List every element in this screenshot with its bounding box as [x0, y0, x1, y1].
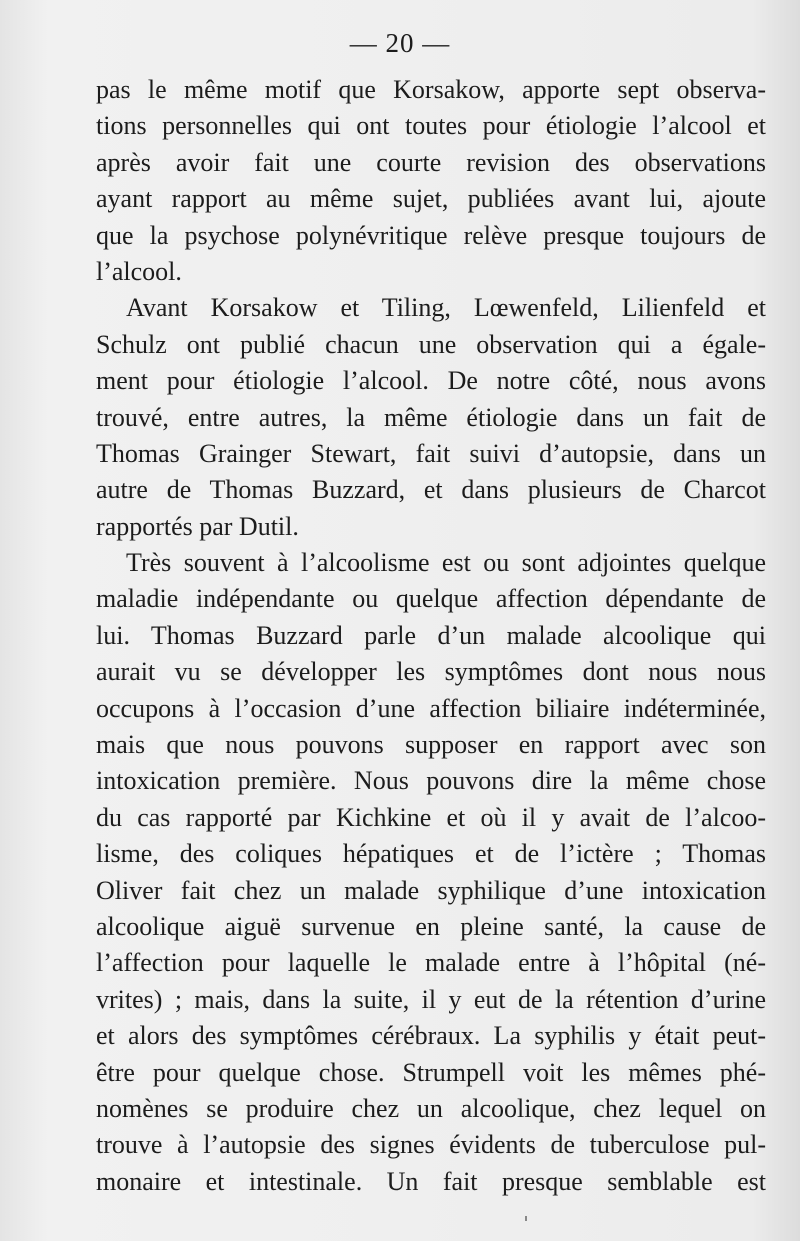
- text-line: et alors des symptômes cérébraux. La syphilis y était peut-: [96, 1021, 766, 1051]
- text-line: lisme, des coliques hépatiques et de l’ictère ; Thomas: [96, 839, 766, 869]
- text-line: Thomas Grainger Stewart, fait suivi d’autopsie, dans un: [96, 438, 766, 468]
- text-line: lui. Thomas Buzzard parle d’un malade alcoolique qui: [96, 620, 766, 650]
- text-line: tions personnelles qui ont toutes pour étiologie l’alcool et: [96, 111, 766, 141]
- body-text: [96, 72, 766, 1200]
- text-line: occupons à l’occasion d’une affection biliaire indéterminée,: [96, 693, 766, 723]
- text-line: que la psychose polynévritique relève presque toujours de: [96, 220, 766, 250]
- text-line: ment pour étiologie l’alcool. De notre côté, nous avons: [96, 366, 766, 396]
- text-line: l’alcool.: [96, 256, 182, 286]
- print-speck: [525, 1216, 527, 1221]
- text-line: Très souvent à l’alcoolisme est ou sont adjointes quelque: [126, 548, 766, 578]
- text-line: être pour quelque chose. Strumpell voit les mêmes phé-: [96, 1057, 766, 1087]
- text-line: vrites) ; mais, dans la suite, il y eut de la rétention d’urine: [96, 984, 766, 1014]
- text-line: après avoir fait une courte revision des observations: [96, 147, 766, 177]
- text-line: ayant rapport au même sujet, publiées avant lui, ajoute: [96, 184, 766, 214]
- text-line: pas le même motif que Korsakow, apporte sept observa-: [96, 75, 766, 104]
- text-line: trouve à l’autopsie des signes évidents de tuberculose pul-: [96, 1130, 766, 1160]
- text-line: Avant Korsakow et Tiling, Lœwenfeld, Lilienfeld et: [126, 293, 766, 323]
- text-line: mais que nous pouvons supposer en rapport avec son: [96, 730, 766, 760]
- text-line: alcoolique aiguë survenue en pleine santé, la cause de: [96, 911, 766, 941]
- text-line: du cas rapporté par Kichkine et où il y avait de l’alcoo-: [96, 802, 766, 832]
- text-line: rapportés par Dutil.: [96, 511, 299, 541]
- text-line: autre de Thomas Buzzard, et dans plusieurs de Charcot: [96, 475, 766, 505]
- text-line: trouvé, entre autres, la même étiologie dans un fait de: [96, 402, 766, 432]
- page-number: — 20 —: [349, 28, 451, 58]
- text-line: nomènes se produire chez un alcoolique, chez lequel on: [96, 1093, 766, 1123]
- text-line: l’affection pour laquelle le malade entre à l’hôpital (né-: [96, 948, 766, 978]
- text-line: Oliver fait chez un malade syphilique d’une intoxication: [96, 875, 766, 905]
- text-line: maladie indépendante ou quelque affection dépendante de: [96, 584, 766, 614]
- text-line: monaire et intestinale. Un fait presque semblable est: [96, 1166, 766, 1196]
- text-line: intoxication première. Nous pouvons dire la même chose: [96, 766, 766, 796]
- text-line: Schulz ont publié chacun une observation qui a égale-: [96, 329, 766, 359]
- text-line: aurait vu se développer les symptômes dont nous nous: [96, 657, 766, 687]
